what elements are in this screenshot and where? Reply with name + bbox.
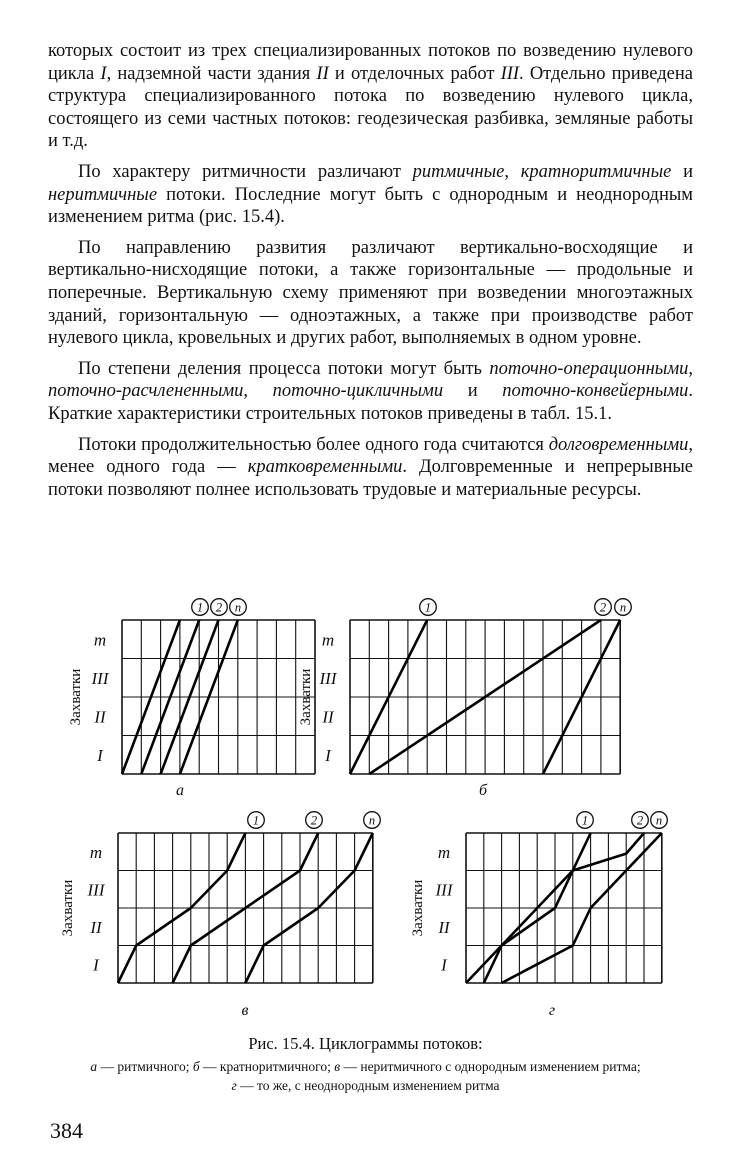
row-label: II xyxy=(90,917,102,937)
flow-marker-label: 2 xyxy=(215,600,223,615)
paragraph: Потоки продолжительностью более одного года считаются долговременными, менее одного года — кратковременными. Долговременные и непрерывные потоки позволяют полнее использовать трудовые и материальные ресурсы. xyxy=(48,434,693,500)
panel-letter: г xyxy=(548,1002,556,1019)
body-text xyxy=(48,40,693,509)
flow-marker-label: 1 xyxy=(252,813,260,828)
flow-marker-label: n xyxy=(655,813,663,828)
row-label: m xyxy=(321,630,335,650)
y-axis-label: Захватки xyxy=(298,668,314,726)
row-label: II xyxy=(94,707,106,727)
panel-letter: а xyxy=(176,782,184,799)
paragraph: По степени деления процесса потоки могут быть поточно-операционными, поточно-расчлененными, поточно-цикличными и поточно-конвейерными. Краткие характеристики строительных потоков приведены в табл. 15.1. xyxy=(48,358,693,424)
flow-marker-label: n xyxy=(234,600,242,615)
row-label: III xyxy=(91,668,109,688)
flow-marker-label: 2 xyxy=(599,600,607,615)
figure-caption-description: а — ритмичного; б — кратноритмичного; в — неритмичного с однородным изменением ритма; г — то же, с неоднородным изменением ритма xyxy=(90,1059,641,1093)
paragraph: которых состоит из трех специализированных потоков по возведению нулевого цикла I, надземной части здания II и отделочных работ III. Отдельно приведена структура специализированного потока по возведению нулевого цикла, состоящего из семи частных потоков: геодезическая разбивка, земляные работы и т.д. xyxy=(48,41,693,152)
flow-marker-label: n xyxy=(619,600,627,615)
panel-letter: в xyxy=(241,1002,249,1019)
figure-caption-title: Рис. 15.4. Циклограммы потоков: xyxy=(248,1034,483,1053)
panel-letter: б xyxy=(478,782,488,799)
row-label: m xyxy=(89,842,103,862)
row-label: III xyxy=(87,880,105,900)
row-label: m xyxy=(93,630,107,650)
row-label: II xyxy=(438,917,450,937)
cyclogram-figure xyxy=(0,580,731,1110)
row-label: I xyxy=(441,955,447,975)
flow-marker-label: 2 xyxy=(636,813,644,828)
row-label: II xyxy=(322,707,334,727)
paragraph: По характеру ритмичности различают ритмичные, кратноритмичные и неритмичные потоки. Последние могут быть с однородным и неоднородным изменением ритма (рис. 15.4). xyxy=(48,161,694,228)
page-number: 384 xyxy=(50,1118,83,1143)
flow-marker-label: 1 xyxy=(581,813,589,828)
row-label: III xyxy=(435,880,453,900)
row-label: I xyxy=(325,745,331,765)
row-label: I xyxy=(97,745,103,765)
y-axis-label: Захватки xyxy=(60,879,76,937)
row-label: m xyxy=(437,842,451,862)
y-axis-label: Захватки xyxy=(410,879,426,937)
flow-marker-label: 1 xyxy=(424,600,432,615)
row-label: III xyxy=(319,668,337,688)
paragraph: По направлению развития различают вертикально-восходящие и вертикально-нисходящие потоки, а также горизонтальные — продольные и поперечные. Вертикальную схему применяют при возведении многоэтажных зданий, горизонтальную — одноэтажных, а также при производстве работ нулевого цикла, кровельных и других работ, выполняемых в одном уровне. xyxy=(48,237,693,349)
flow-marker-label: 1 xyxy=(196,600,204,615)
y-axis-label: Захватки xyxy=(68,668,84,726)
row-label: I xyxy=(93,955,99,975)
flow-marker-label: 2 xyxy=(310,813,318,828)
flow-marker-label: n xyxy=(368,813,376,828)
